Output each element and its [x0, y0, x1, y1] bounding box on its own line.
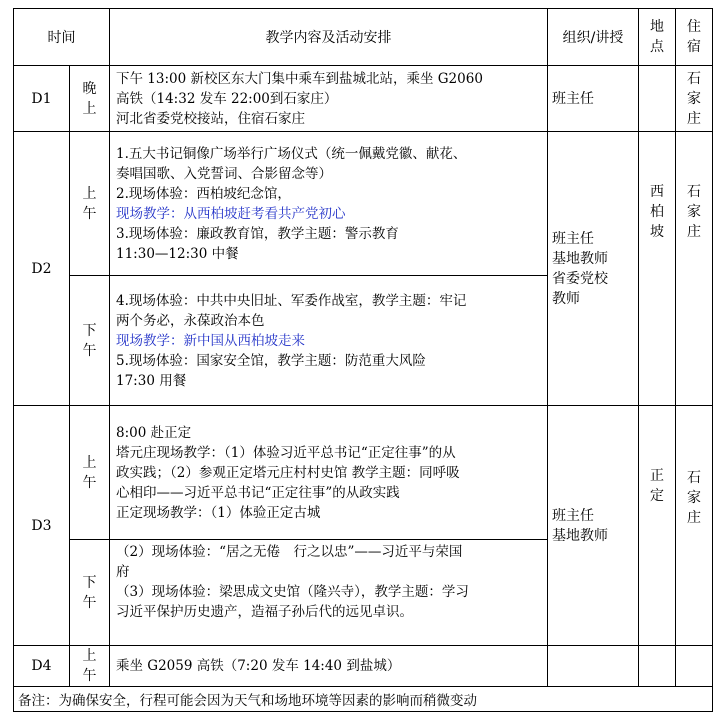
content-cell: （2）现场体验：“居之无倦 行之以忠”——习近平与荣国 府 （3）现场体验：梁思成文史馆（隆兴寺），教学主题：学习 习近平保护历史遗产，造福子孙后代的远见卓识。 — [110, 540, 548, 646]
note-text: 备注：为确保安全，行程可能会因为天气和场地环境等因素的影响而稍微变动 — [14, 687, 713, 712]
content-cell: 乘坐 G2059 高铁（7:20 发车 14:40 到盐城） — [110, 646, 548, 687]
table-row-d2-am — [14, 132, 713, 276]
stay-cell: 石 家 庄 — [676, 406, 713, 646]
day-label: D1 — [14, 66, 70, 132]
place-cell: 正 定 — [639, 406, 676, 646]
table-row-d4 — [14, 646, 713, 687]
place-cell: 西 柏 坡 — [639, 132, 676, 406]
stay-cell — [676, 646, 713, 687]
period-label: 上 午 — [70, 406, 110, 540]
schedule-table — [13, 8, 713, 712]
header-row — [14, 9, 713, 66]
header-content: 教学内容及活动安排 — [110, 9, 548, 66]
period-label: 上 午 — [70, 646, 110, 687]
period-label: 下 午 — [70, 540, 110, 646]
table-row-d3-am — [14, 406, 713, 540]
stay-cell: 石 家 庄 — [676, 66, 713, 132]
note-row — [14, 687, 713, 712]
day-label: D2 — [14, 132, 70, 406]
content-cell: 4.现场体验：中共中央旧址、军委作战室，教学主题：牢记 两个务必，永葆政治本色 现场教学：新中国从西柏坡走来 5.现场体验：国家安全馆，教学主题：防范重大风险 17:30 用餐 — [110, 276, 548, 406]
header-org: 组织/讲授 — [548, 9, 639, 66]
content-cell: 下午 13:00 新校区东大门集中乘车到盐城北站，乘坐 G2060 高铁（14:32 发车 22:00到石家庄） 河北省委党校接站，住宿石家庄 — [110, 66, 548, 132]
header-time: 时间 — [14, 9, 110, 66]
day-label: D4 — [14, 646, 70, 687]
content-cell: 1.五大书记铜像广场举行广场仪式（统一佩戴党徽、献花、 奏唱国歌、入党誓词、合影留念等） 2.现场体验：西柏坡纪念馆， 现场教学：从西柏坡赶考看共产党初心 3.现场体验：廉政教育馆，教学主题：警示教育 11:30—12:30 中餐 — [110, 132, 548, 276]
table-row-d1 — [14, 66, 713, 132]
org-cell: 班主任 基地教师 省委党校 教师 — [548, 132, 639, 406]
period-label: 下 午 — [70, 276, 110, 406]
header-place: 地 点 — [639, 9, 676, 66]
header-stay: 住 宿 — [676, 9, 713, 66]
place-cell — [639, 66, 676, 132]
org-cell — [548, 646, 639, 687]
period-label: 晚 上 — [70, 66, 110, 132]
period-label: 上 午 — [70, 132, 110, 276]
org-cell: 班主任 — [548, 66, 639, 132]
place-cell — [639, 646, 676, 687]
content-cell: 8:00 赴正定 塔元庄现场教学：（1）体验习近平总书记“正定往事”的从 政实践；（2）参观正定塔元庄村村史馆 教学主题：同呼吸 心相印——习近平总书记“正定往事”的从政实践 正定现场教学：（1）体验正定古城 — [110, 406, 548, 540]
org-cell: 班主任 基地教师 — [548, 406, 639, 646]
stay-cell: 石 家 庄 — [676, 132, 713, 406]
day-label: D3 — [14, 406, 70, 646]
